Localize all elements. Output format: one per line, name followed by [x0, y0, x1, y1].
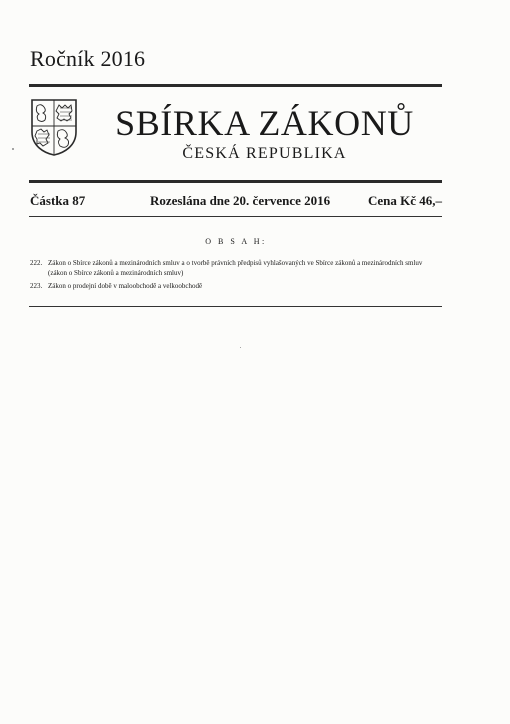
volume-year: Ročník 2016 — [30, 46, 146, 71]
country-subtitle: ČESKÁ REPUBLIKA — [182, 145, 347, 162]
contents-divider — [29, 306, 442, 307]
info-divider — [29, 216, 442, 217]
item-number: 222. — [30, 259, 43, 267]
item-text: Zákon o prodejní době v maloobchodě a velkoobchodě — [48, 282, 203, 290]
gazette-title: SBÍRKA ZÁKONŮ — [115, 103, 414, 143]
item-text: Zákon o Sbírce zákonů a mezinárodních smluv a o tvorbě právních předpisů vyhlašovaných ve Sbírce zákonů a mezinárodních smluv (zákon o Sbírce zákonů a mezinárodních smluv) — [48, 259, 423, 277]
issue-number: Částka 87 — [30, 193, 86, 208]
header-divider — [29, 180, 442, 183]
paper-speck — [240, 347, 241, 348]
publication-date: Rozeslána dne 20. července 2016 — [150, 193, 331, 208]
paper-speck — [12, 148, 14, 150]
item-number: 223. — [30, 282, 43, 290]
coat-of-arms-icon — [30, 98, 78, 156]
top-divider — [29, 84, 442, 87]
issue-price: Cena Kč 46,– — [367, 193, 442, 208]
contents-heading: O B S A H: — [205, 237, 267, 246]
